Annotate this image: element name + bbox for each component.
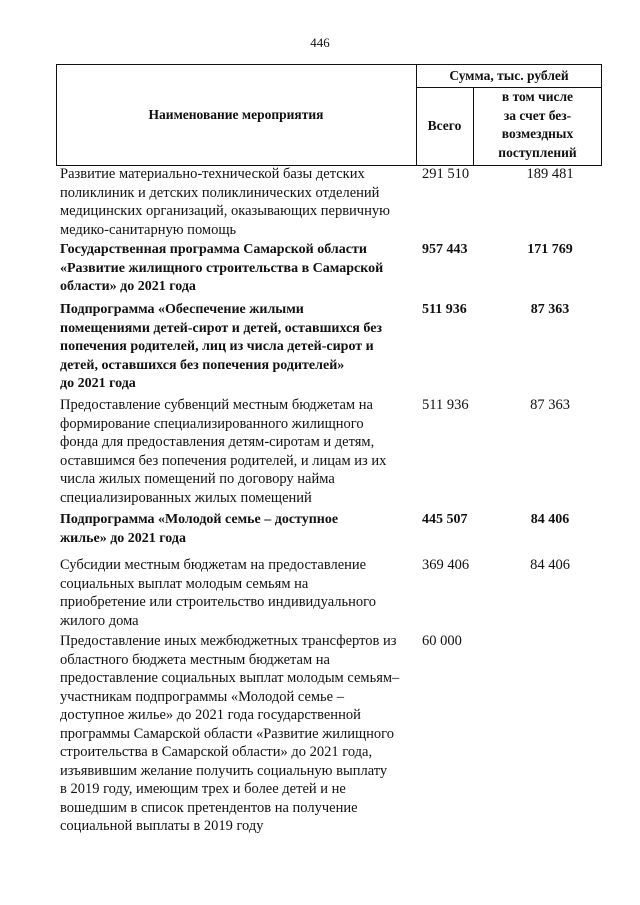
row-name bbox=[60, 165, 415, 239]
row-name-line: фонда для предоставления детям-сиротам и детям, bbox=[60, 434, 375, 450]
row-name-line: Развитие материально-технической базы детских bbox=[60, 166, 365, 182]
row-total: 511 936 bbox=[422, 397, 469, 413]
table-header bbox=[56, 64, 602, 166]
row-name-line: оставшимся без попечения родителей, и лицам из их bbox=[60, 452, 387, 469]
row-incl: 87 363 bbox=[530, 397, 570, 413]
row-name bbox=[60, 556, 415, 630]
row-name-line: Предоставление иных межбюджетных трансфертов из bbox=[60, 633, 397, 649]
header-incl-column bbox=[473, 88, 602, 165]
row-name-line: социальной выплаты в 2019 году bbox=[60, 818, 264, 834]
row-name-line: доступное жилье» до 2021 года государственной bbox=[60, 707, 361, 723]
row-total: 291 510 bbox=[422, 166, 470, 182]
row-name-line: Подпрограмма «Молодой семье – доступное bbox=[60, 512, 339, 527]
row-total: 369 406 bbox=[422, 557, 470, 573]
row-name-line: «Развитие жилищного строительства в Самарской bbox=[60, 260, 384, 276]
row-name-line: детей, оставшихся без попечения родителей» bbox=[60, 357, 345, 373]
row-name-line: в 2019 году, имеющим трех и более детей и не bbox=[60, 781, 346, 797]
row-incl: 189 481 bbox=[526, 166, 574, 182]
header-incl-line: за счет без- bbox=[503, 107, 572, 123]
header-name-column: Наименование мероприятия bbox=[148, 107, 324, 122]
row-name-line: жилье» до 2021 года bbox=[60, 530, 186, 546]
row-name-line: помещениями детей-сирот и детей, оставшихся без bbox=[60, 320, 383, 336]
row-name-line: числа жилых помещений по договору найма bbox=[60, 471, 335, 487]
row-name bbox=[60, 301, 415, 394]
row-name-line: поликлиник и детских поликлинических отделений bbox=[60, 184, 380, 201]
header-sum-group: Сумма, тыс. рублей bbox=[449, 68, 569, 83]
row-name-line: Предоставление субвенций местным бюджетам на bbox=[60, 397, 373, 413]
row-name-line: строительства в Самарской области» до 2021 года, bbox=[60, 744, 373, 760]
row-name-line: участникам подпрограммы «Молодой семье – bbox=[60, 688, 344, 705]
row-name-line: Субсидии местным бюджетам на предоставление bbox=[60, 557, 367, 573]
row-name-line: предоставление социальных выплат молодым семьям– bbox=[60, 670, 400, 686]
row-name-line: области» до 2021 года bbox=[60, 279, 196, 294]
row-name-line: до 2021 года bbox=[60, 376, 136, 391]
row-name-line: медико-санитарную помощь bbox=[60, 221, 237, 238]
row-name bbox=[60, 511, 415, 548]
row-name-line: Государственная программа Самарской области bbox=[60, 242, 367, 257]
row-name-line: Подпрограмма «Обеспечение жилыми bbox=[60, 302, 304, 317]
row-total: 445 507 bbox=[422, 512, 468, 527]
row-name-line: программы Самарской области «Развитие жилищного bbox=[60, 725, 394, 742]
header-incl-line: в том числе bbox=[501, 89, 574, 104]
row-incl: 171 769 bbox=[527, 242, 573, 257]
row-name-line: областного бюджета местным бюджетам на bbox=[60, 651, 330, 668]
row-name-line: жилого дома bbox=[60, 612, 139, 629]
row-name-line: вошедшим в список претендентов на получение bbox=[60, 799, 358, 816]
row-incl: 84 406 bbox=[530, 557, 570, 573]
row-name-line: формирование специализированного жилищного bbox=[60, 415, 364, 432]
header-incl-line: возмездных bbox=[501, 126, 574, 141]
row-total: 957 443 bbox=[422, 242, 468, 257]
header-incl-line: поступлений bbox=[498, 144, 577, 160]
row-name bbox=[60, 632, 415, 836]
row-name-line: специализированных жилых помещений bbox=[60, 489, 312, 506]
row-total: 511 936 bbox=[422, 302, 467, 317]
row-name-line: попечения родителей, лиц из числа детей-сирот и bbox=[60, 339, 374, 354]
row-name bbox=[60, 241, 415, 297]
row-name bbox=[60, 396, 415, 507]
row-total: 60 000 bbox=[422, 633, 462, 649]
row-name-line: медицинских организаций, оказывающих первичную bbox=[60, 203, 390, 219]
row-name-line: изъявившим желание получить социальную выплату bbox=[60, 762, 388, 779]
row-incl: 84 406 bbox=[530, 512, 570, 527]
row-incl: 87 363 bbox=[530, 302, 570, 317]
row-name-line: приобретение или строительство индивидуального bbox=[60, 594, 376, 610]
page-number: 446 bbox=[310, 35, 330, 50]
row-name-line: социальных выплат молодым семьям на bbox=[60, 575, 309, 592]
header-total-column: Всего bbox=[427, 118, 462, 133]
